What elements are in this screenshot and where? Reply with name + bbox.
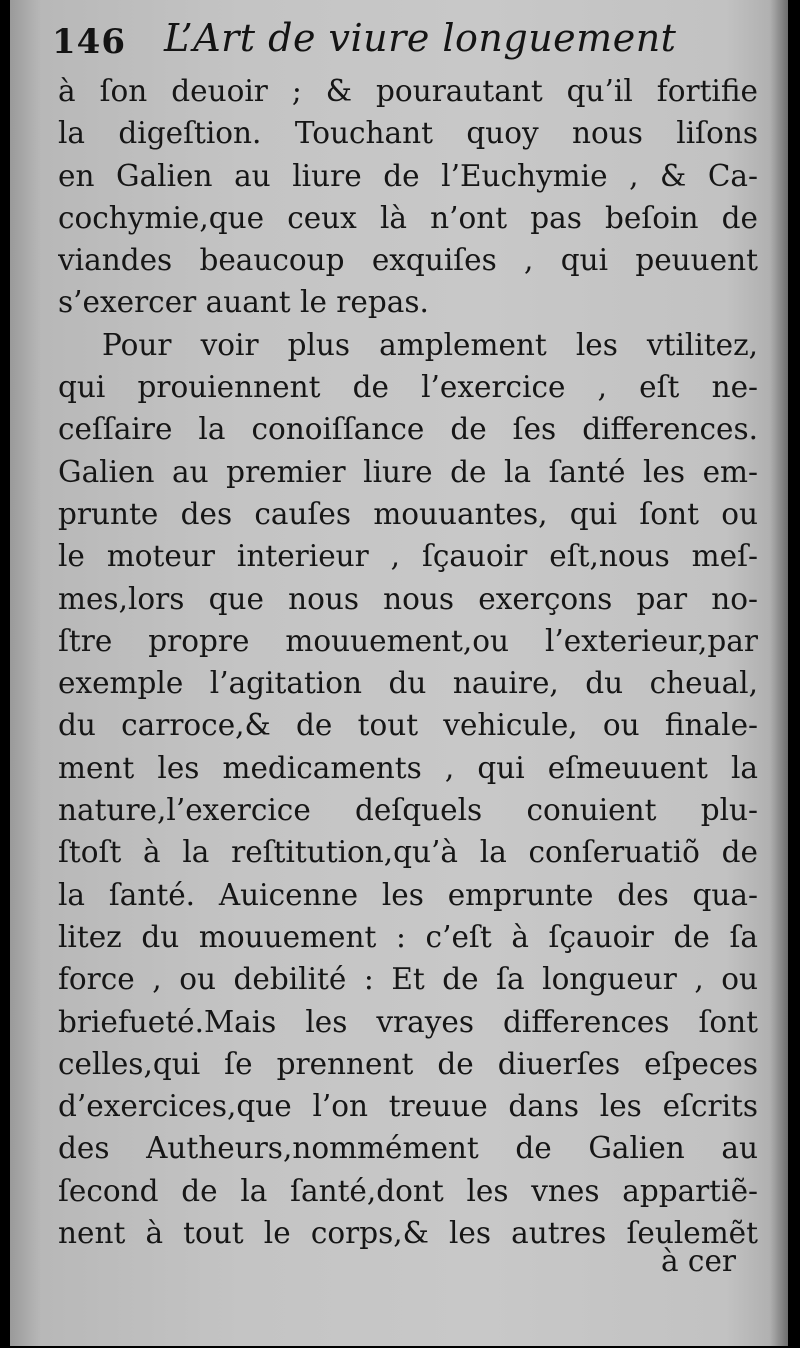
text-line: la ſanté. Auicenne les emprunte des qua- (58, 877, 758, 912)
text-line: d’exercices,que l’on treuue dans les eſcrits (58, 1089, 758, 1124)
paragraph-start-line: Pour voir plus amplement les vtilitez, (102, 327, 758, 362)
running-title: L’Art de viure longuement (164, 16, 677, 60)
text-line: du carroce,& de tout vehicule, ou finale- (58, 708, 758, 743)
text-line: nature,l’exercice deſquels conuient plu- (58, 793, 758, 828)
text-line: briefueté.Mais les vrayes differences ſont (58, 1004, 758, 1039)
text-line: ment les medicaments , qui eſmeuuent la (58, 750, 758, 785)
text-line: qui prouiennent de l’exercice , eſt ne- (58, 370, 758, 405)
text-line: la digeſtion. Touchant quoy nous liſons (58, 116, 758, 151)
text-line: à ſon deuoir ; & pourautant qu’il fortifie (58, 74, 758, 108)
running-head (52, 12, 752, 72)
text-line: ſtoſt à la reſtitution,qu’à la conſeruatiõ de (58, 835, 758, 870)
text-line: ſecond de la ſanté,dont les vnes appartiẽ- (58, 1173, 758, 1208)
text-line: celles,qui ſe prennent de diuerſes eſpeces (58, 1046, 758, 1081)
text-line: litez du mouuement : c’eſt à ſçauoir de ſa (58, 919, 758, 954)
text-line: force , ou debilité : Et de ſa longueur , ou (58, 962, 758, 997)
text-line: Galien au premier liure de la ſanté les em- (58, 454, 758, 489)
text-line: mes,lors que nous nous exerçons par no- (58, 581, 758, 616)
text-line: viandes beaucoup exquiſes , qui peuuent (58, 243, 758, 278)
page-edge-shadow (770, 0, 788, 1346)
catchword: à cer (660, 1244, 736, 1278)
text-line: le moteur interieur , ſçauoir eſt,nous meſ- (58, 539, 758, 574)
text-line: ſtre propre mouuement,ou l’exterieur,par (58, 623, 758, 658)
text-line: s’exercer auant le repas. (58, 285, 429, 320)
body-text (58, 70, 758, 1254)
text-line: nent à tout le corps,& les autres ſeulemẽt (58, 1216, 758, 1251)
text-line: en Galien au liure de l’Euchymie , & Ca- (58, 158, 758, 193)
text-line: cochymie,que ceux là n’ont pas beſoin de (58, 200, 758, 235)
text-line: prunte des cauſes mouuantes, qui ſont ou (58, 496, 758, 531)
text-line: exemple l’agitation du nauire, du cheual, (58, 666, 758, 701)
text-line: ceſſaire la conoiſſance de ſes differences. (58, 412, 758, 447)
book-page (10, 0, 788, 1346)
text-line: des Autheurs,nommément de Galien au (58, 1131, 758, 1166)
page-number: 146 (52, 22, 126, 62)
